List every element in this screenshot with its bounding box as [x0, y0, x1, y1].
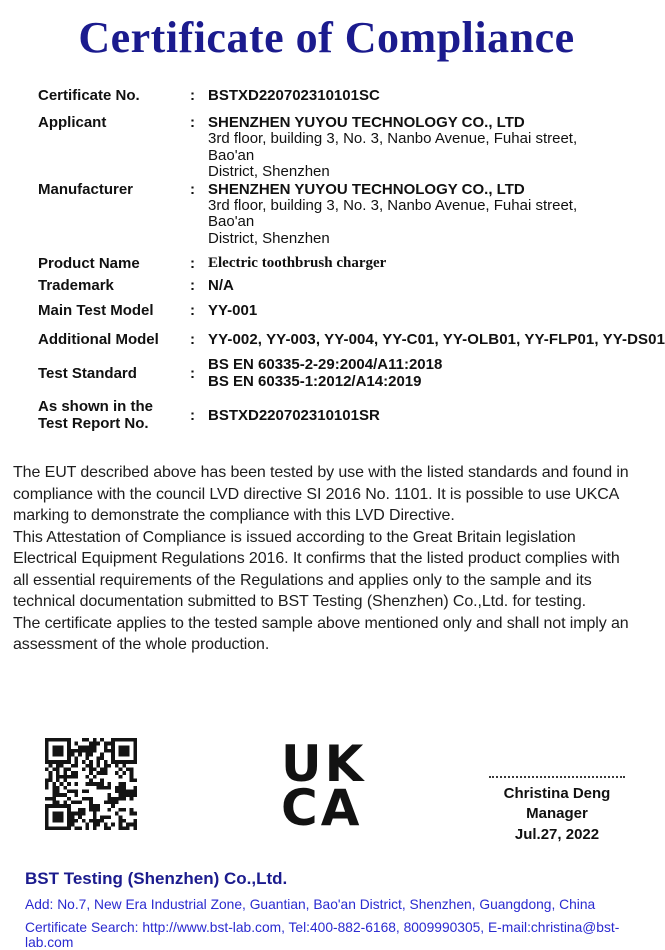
field-label: Applicant: [38, 114, 107, 131]
field-label: Trademark: [38, 277, 114, 294]
field-label: Test Standard: [38, 364, 137, 382]
certificate-footer: [25, 869, 653, 950]
field-product-name: [38, 255, 625, 272]
field-test-standard: [38, 356, 625, 390]
field-additional-model: [38, 331, 665, 348]
footer-company-name: BST Testing (Shenzhen) Co.,Ltd.: [25, 868, 288, 888]
field-manufacturer: [38, 181, 625, 248]
certificate-body-text: [13, 462, 639, 656]
field-value: BSTXD220702310101SR: [208, 406, 380, 424]
field-value: [208, 114, 625, 181]
field-label: Product Name: [38, 255, 140, 272]
ukca-mark: [281, 734, 367, 837]
applicant-address-2: District, Shenzhen: [208, 163, 330, 180]
field-colon: :: [190, 331, 195, 348]
field-colon: :: [190, 114, 195, 131]
field-label: Manufacturer: [38, 180, 134, 198]
signature-block: [462, 776, 652, 846]
field-colon: :: [190, 87, 195, 104]
ukca-mark-line-1: UK: [281, 734, 367, 793]
field-colon: :: [190, 302, 195, 319]
certificate-page: [0, 12, 665, 950]
certificate-fields: [38, 87, 665, 432]
ukca-mark-line-2: CA: [281, 778, 363, 837]
body-paragraph-1: The EUT described above has been tested by use with the listed standards and found in compliance with the council LVD directive SI 2016 No. 1101. It is possible to use UKCA marking to demonstrate the compliance with this LVD Directive.: [13, 464, 629, 524]
field-value: [208, 181, 625, 248]
test-standard-line-1: BS EN 60335-2-29:2004/A11:2018: [208, 356, 443, 373]
field-colon: :: [190, 255, 195, 272]
field-label: Additional Model: [38, 331, 159, 348]
test-standard-line-2: BS EN 60335-1:2012/A14:2019: [208, 373, 422, 390]
manufacturer-name: SHENZHEN YUYOU TECHNOLOGY CO., LTD: [208, 180, 525, 198]
qr-code: [45, 738, 137, 830]
applicant-address-1: 3rd floor, building 3, No. 3, Nanbo Avenue, Fuhai street, Bao'an: [208, 130, 578, 164]
test-report-label-line-1: As shown in the: [38, 398, 154, 415]
field-label: Main Test Model: [38, 302, 154, 319]
footer-address: Add: No.7, New Era Industrial Zone, Guantian, Bao'an District, Shenzhen, Guangdong, China: [25, 896, 596, 912]
field-value: BSTXD220702310101SC: [208, 87, 380, 104]
field-colon: :: [190, 406, 195, 424]
field-label: Certificate No.: [38, 87, 140, 104]
field-certificate-no: [38, 87, 625, 104]
signature-date: Jul.27, 2022: [514, 825, 600, 843]
field-applicant: [38, 114, 625, 181]
signature-line: [489, 776, 625, 778]
body-paragraph-3: The certificate applies to the tested sample above mentioned only and shall not imply an assessment of the whole production.: [13, 614, 629, 653]
body-paragraph-2: This Attestation of Compliance is issued according to the Great Britain legislation Electrical Equipment Regulations 2016. It confirms that the listed product complies with all essential requirements of the Regulations and applies only to the sample and its technical documentation submitted to BST Testing (Shenzhen) Co.,Ltd. for testing.: [13, 528, 620, 610]
field-colon: :: [190, 277, 195, 294]
certificate-bottom-section: [0, 736, 653, 866]
signature-role: Manager: [526, 805, 588, 822]
field-colon: :: [190, 364, 195, 382]
footer-certificate-search: Certificate Search: http://www.bst-lab.com, Tel:400-882-6168, 8009990305, E-mail:christina@bst-lab.com: [25, 919, 620, 950]
certificate-title: Certificate of Compliance: [78, 13, 575, 62]
field-colon: :: [190, 180, 195, 198]
signature-name: Christina Deng: [503, 784, 611, 802]
field-value: N/A: [208, 277, 234, 294]
field-value: Electric toothbrush charger: [208, 255, 387, 271]
test-report-label-line-2: Test Report No.: [38, 415, 149, 432]
field-value: YY-001: [208, 302, 258, 319]
field-main-test-model: [38, 302, 625, 319]
field-label: [38, 398, 190, 432]
field-test-report-no: [38, 398, 625, 432]
field-trademark: [38, 277, 625, 294]
field-value: YY-002, YY-003, YY-004, YY-C01, YY-OLB01, YY-FLP01, YY-DS01: [208, 331, 665, 348]
applicant-name: SHENZHEN YUYOU TECHNOLOGY CO., LTD: [208, 114, 525, 131]
manufacturer-address-2: District, Shenzhen: [208, 229, 330, 247]
field-value: [208, 356, 625, 390]
manufacturer-address-1: 3rd floor, building 3, No. 3, Nanbo Avenue, Fuhai street, Bao'an: [208, 196, 578, 230]
